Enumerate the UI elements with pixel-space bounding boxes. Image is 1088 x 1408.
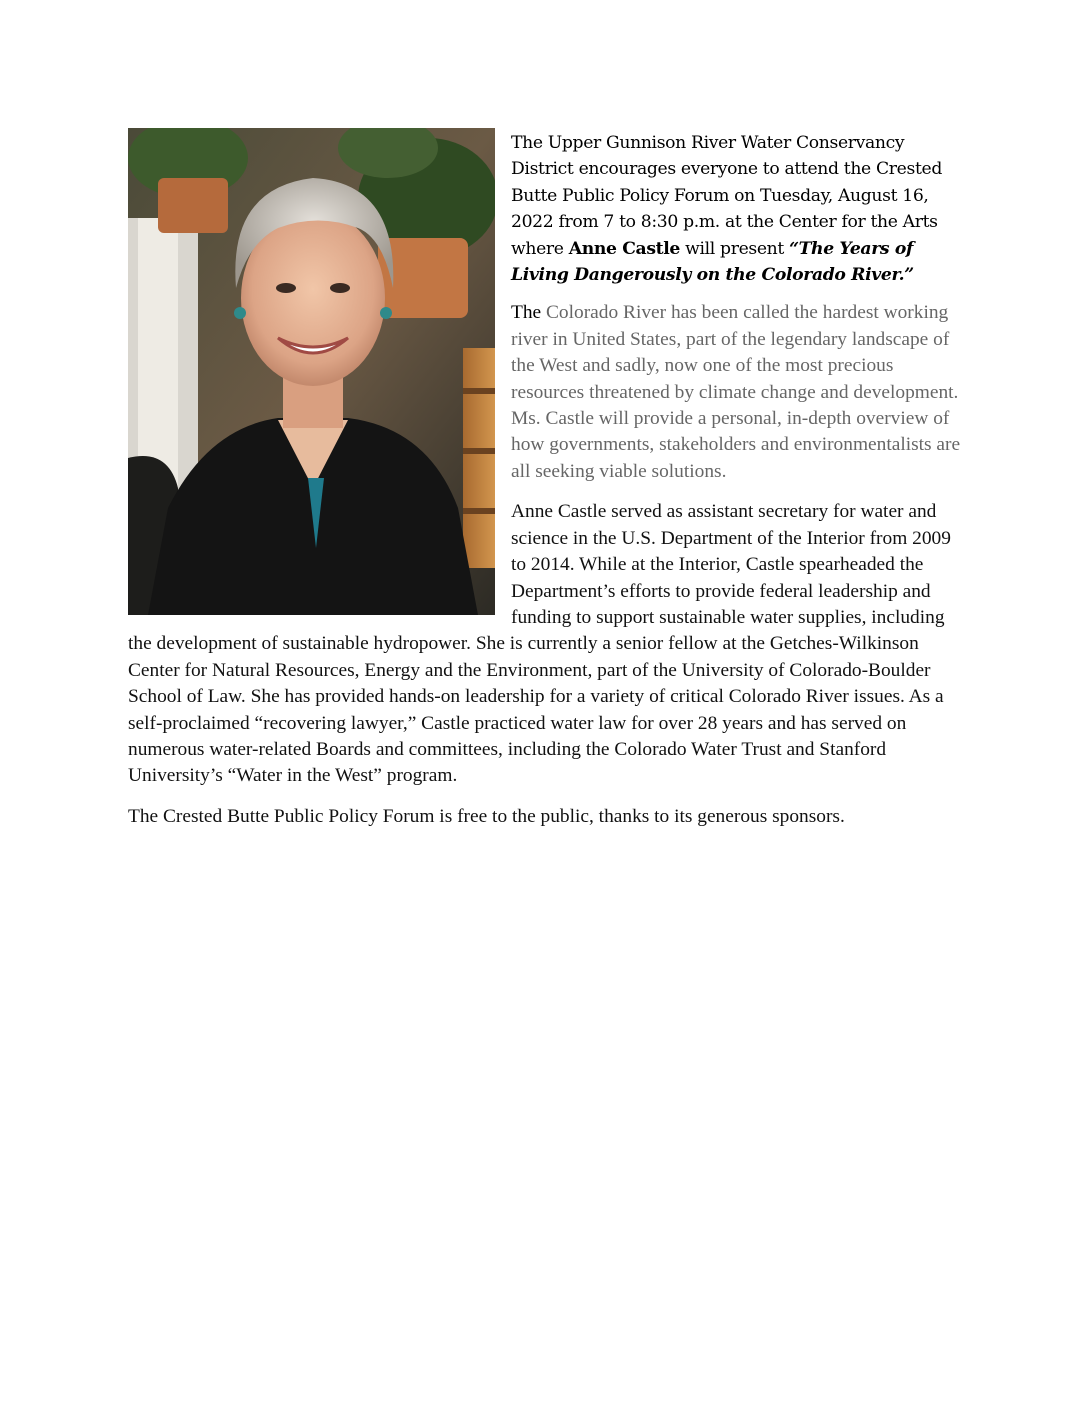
document-page (128, 128, 962, 844)
bio-paragraph: Anne Castle served as assistant secretary for water and science in the U.S. Department of the Interior from 2009 to 2014. While at the Interior, Castle spearheaded the Department’s efforts to provide federal leadership and funding to support sustainable water supplies, including the development of sustainable hydropower. She is currently a senior fellow at the Getches-Wilkinson Center for Natural Resources, Energy and the Environment, part of the University of Colorado-Boulder School of Law. She has provided hands-on leadership for a variety of critical Colorado River issues. As a self-proclaimed “recovering lawyer,” Castle practiced water law for over 28 years and has served on numerous water-related Boards and committees, including the Colorado Water Trust and Stanford University’s “Water in the West” program. (128, 501, 951, 787)
portrait-photo (128, 128, 495, 615)
speaker-name: Anne Castle (568, 238, 681, 259)
closing-paragraph: The Crested Butte Public Policy Forum is free to the public, thanks to its generous sponsors. (128, 805, 845, 827)
river-text: Colorado River has been called the hardest working river in United States, part of the legendary landscape of the West and sadly, now one of the most precious resources threatened by climate change and development. Ms. Castle will provide a personal, in-depth overview of how governments, stakeholders and environmentalists are all seeking viable solutions. (511, 302, 961, 482)
river-lead-word: The (511, 302, 542, 324)
intro-text-part2: will present (680, 238, 790, 259)
portrait-illustration (128, 128, 495, 615)
talk-title: “The Years of Living Dangerously on the Colorado River.” (511, 238, 914, 286)
intro-text-part1: The Upper Gunnison River Water Conservancy District encourages everyone to attend the Crested Butte Public Policy Forum on Tuesday, August 16, 2022 from 7 to 8:30 p.m. at the Center for the Arts where (511, 133, 942, 259)
